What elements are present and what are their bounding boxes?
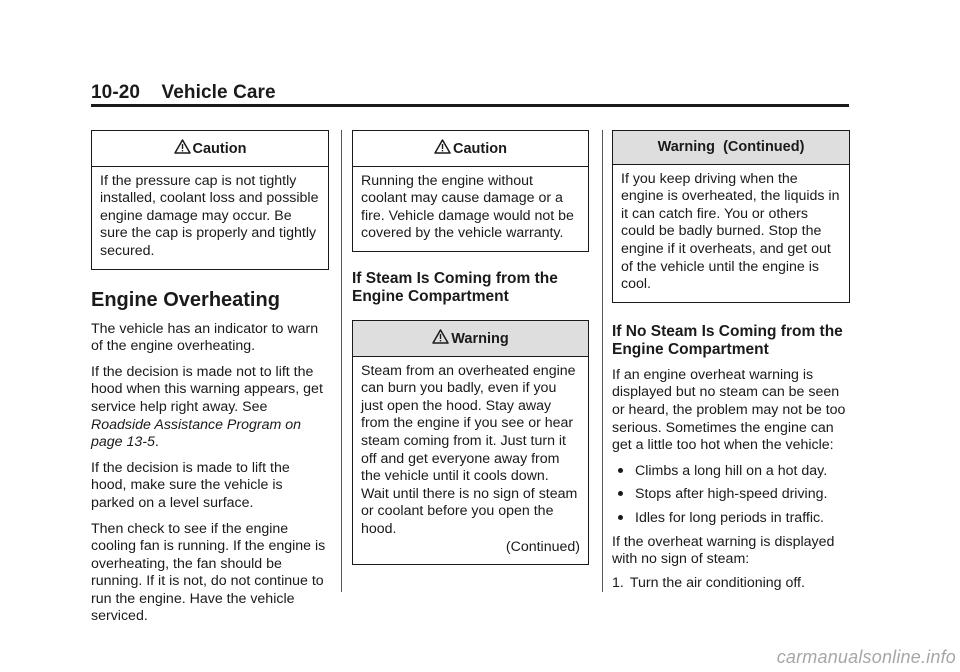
caution-header xyxy=(353,131,588,167)
column-1 xyxy=(91,130,329,634)
section-title: Vehicle Care xyxy=(161,82,276,103)
warning-title: Warning xyxy=(451,330,509,347)
paragraph: Then check to see if the engine cooling fan is running. If the engine is overheating, the fan should be running. If it is not, do not continue to run the engine. Have the vehicle serviced. xyxy=(91,520,326,625)
warning-header xyxy=(353,321,588,357)
caution-title: Caution xyxy=(453,141,507,157)
bullet-list xyxy=(612,463,850,528)
page-number: 10-20 xyxy=(91,82,141,103)
bullet-icon xyxy=(618,515,623,520)
warning-box xyxy=(352,320,589,565)
cross-reference-link[interactable]: Roadside Assistance Program on page 13-5 xyxy=(91,416,302,451)
page-header xyxy=(91,82,276,104)
header-rule xyxy=(91,104,849,107)
paragraph: If an engine overheat warning is displayed but no steam can be seen or heard, the problem may not be too serious. Sometimes the engine can get a little too hot when the vehicle: xyxy=(612,366,846,454)
alert-triangle-icon xyxy=(434,139,451,154)
column-2 xyxy=(352,130,589,565)
bullet-icon xyxy=(618,468,623,473)
warning-continued-box xyxy=(612,130,850,303)
paragraph: If the decision is made not to lift the hood when this warning appears, get service help right away. See Roadside Assistance Program on page 13-5. xyxy=(91,363,323,451)
alert-triangle-icon xyxy=(174,139,191,154)
caution-box xyxy=(352,130,589,252)
warning-text: If you keep driving when the engine is overheated, the liquids in it can catch fire. You or others could be badly burned. Stop the engine if it overheats, and get out of the vehicle until the engine is cool. xyxy=(621,170,840,293)
subsection-heading: If No Steam Is Coming from the Engine Compartment xyxy=(612,322,843,358)
numbered-list xyxy=(612,575,850,593)
continued-label: (Continued) xyxy=(505,538,580,555)
alert-triangle-icon xyxy=(432,329,449,344)
caution-title: Caution xyxy=(192,141,247,157)
caution-box xyxy=(91,130,329,270)
list-item: Stops after high-speed driving. xyxy=(612,486,850,504)
section-heading: Engine Overheating xyxy=(91,288,280,311)
warning-header: Warning (Continued) xyxy=(613,131,849,165)
warning-text: Steam from an overheated engine can burn you badly, even if you just open the hood. Stay away from the engine if you see or hear steam coming from it. Just turn it off and get everyone away from the vehicle until it cools down. Wait until there is no sign of steam or coolant before you open the hood. xyxy=(361,362,578,537)
paragraph: The vehicle has an indicator to warn of the engine overheating. xyxy=(91,320,319,355)
bullet-icon xyxy=(618,491,623,496)
list-item: Idles for long periods in traffic. xyxy=(612,510,850,528)
list-item: 1. Turn the air conditioning off. xyxy=(612,574,805,591)
caution-text: Running the engine without coolant may cause damage or a fire. Vehicle damage would not be covered by the vehicle warranty. xyxy=(361,172,574,242)
paragraph: If the decision is made to lift the hood, make sure the vehicle is parked on a level surface. xyxy=(91,459,290,511)
list-item: Climbs a long hill on a hot day. xyxy=(612,463,850,481)
column-3 xyxy=(612,130,850,592)
caution-text: If the pressure cap is not tightly installed, coolant loss and possible engine damage may occur. Be sure the cap is properly and tightly secured. xyxy=(100,172,319,259)
caution-header xyxy=(92,131,328,167)
watermark: carmanualsonline.info xyxy=(776,647,956,667)
column-divider xyxy=(602,130,603,592)
paragraph: If the overheat warning is displayed with no sign of steam: xyxy=(612,533,835,568)
column-divider xyxy=(341,130,342,592)
subsection-heading: If Steam Is Coming from the Engine Compartment xyxy=(352,269,558,305)
